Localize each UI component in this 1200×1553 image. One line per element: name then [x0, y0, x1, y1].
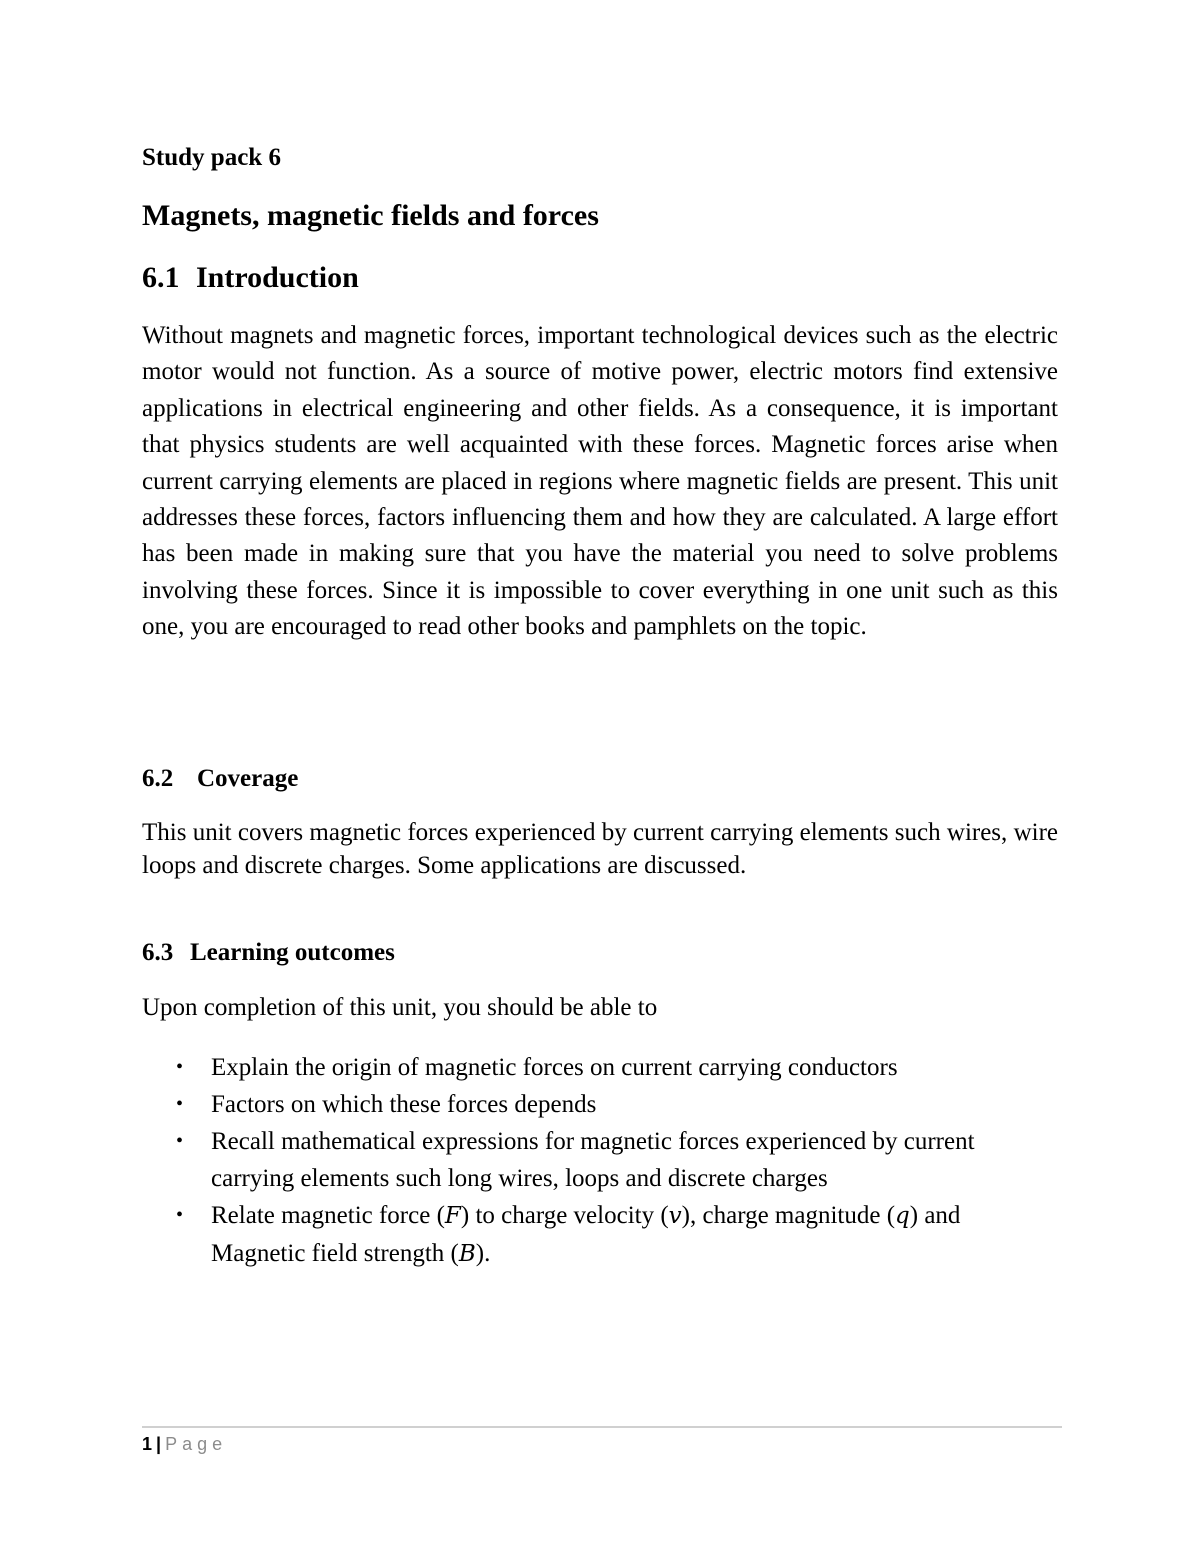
bullet-icon: •: [176, 1130, 184, 1152]
list-item: [142, 1197, 1058, 1273]
footer-separator: |: [156, 1434, 162, 1454]
study-pack-label: Study pack 6: [142, 144, 281, 171]
bullet-icon: •: [176, 1056, 184, 1078]
list-item-text: Recall mathematical expressions for magnetic forces experienced by current carrying elements such long wires, loops and discrete charges: [211, 1128, 975, 1192]
math-symbol-charge: q: [895, 1203, 910, 1229]
section-number: 6.1: [142, 261, 180, 294]
coverage-paragraph: This unit covers magnetic forces experienced by current carrying elements such wires, wire loops and discrete charges. Some applications are discussed.: [142, 819, 1058, 879]
section-title: Introduction: [196, 261, 359, 294]
page-label: Page: [165, 1434, 228, 1454]
list-item-text: Relate magnetic force (F) to charge velocity (v), charge magnitude (q) and Magnetic field strength (B).: [211, 1202, 961, 1267]
learning-outcomes-list: [142, 1049, 1058, 1273]
list-item: [142, 1049, 1058, 1086]
outcomes-intro-text: Upon completion of this unit, you should be able to: [142, 994, 658, 1021]
page-footer: [142, 1433, 227, 1455]
section-title: Learning outcomes: [190, 939, 395, 966]
document-title: Magnets, magnetic fields and forces: [142, 199, 599, 232]
list-item: [142, 1086, 1058, 1123]
section-heading-learning-outcomes: [142, 937, 395, 969]
bullet-icon: •: [176, 1204, 184, 1226]
list-item-text: Explain the origin of magnetic forces on current carrying conductors: [211, 1054, 898, 1081]
math-symbol-force: F: [444, 1203, 461, 1229]
page-number: 1: [142, 1434, 153, 1454]
section-number: 6.3: [142, 939, 174, 966]
section-number: 6.2: [142, 765, 174, 792]
section-heading-introduction: [142, 259, 359, 297]
math-symbol-velocity: v: [668, 1203, 682, 1229]
list-item-text: Factors on which these forces depends: [211, 1091, 597, 1118]
introduction-paragraph: Without magnets and magnetic forces, important technological devices such as the electric motor would not function. As a source of motive power, electric motors find extensive applications in electrical engineering and other fields. As a consequence, it is important that physics students are well acquainted with these forces. Magnetic forces arise when current carrying elements are placed in regions where magnetic fields are present. This unit addresses these forces, factors influencing them and how they are calculated. A large effort has been made in making sure that you have the material you need to solve problems involving these forces. Since it is impossible to cover everything in one unit such as this one, you are encouraged to read other books and pamphlets on the topic.: [142, 322, 1058, 641]
footer-divider: [142, 1426, 1062, 1428]
list-item: [142, 1123, 1058, 1197]
section-heading-coverage: [142, 763, 298, 795]
math-symbol-field: B: [458, 1241, 476, 1267]
bullet-icon: •: [176, 1093, 184, 1115]
section-title: Coverage: [197, 765, 299, 792]
